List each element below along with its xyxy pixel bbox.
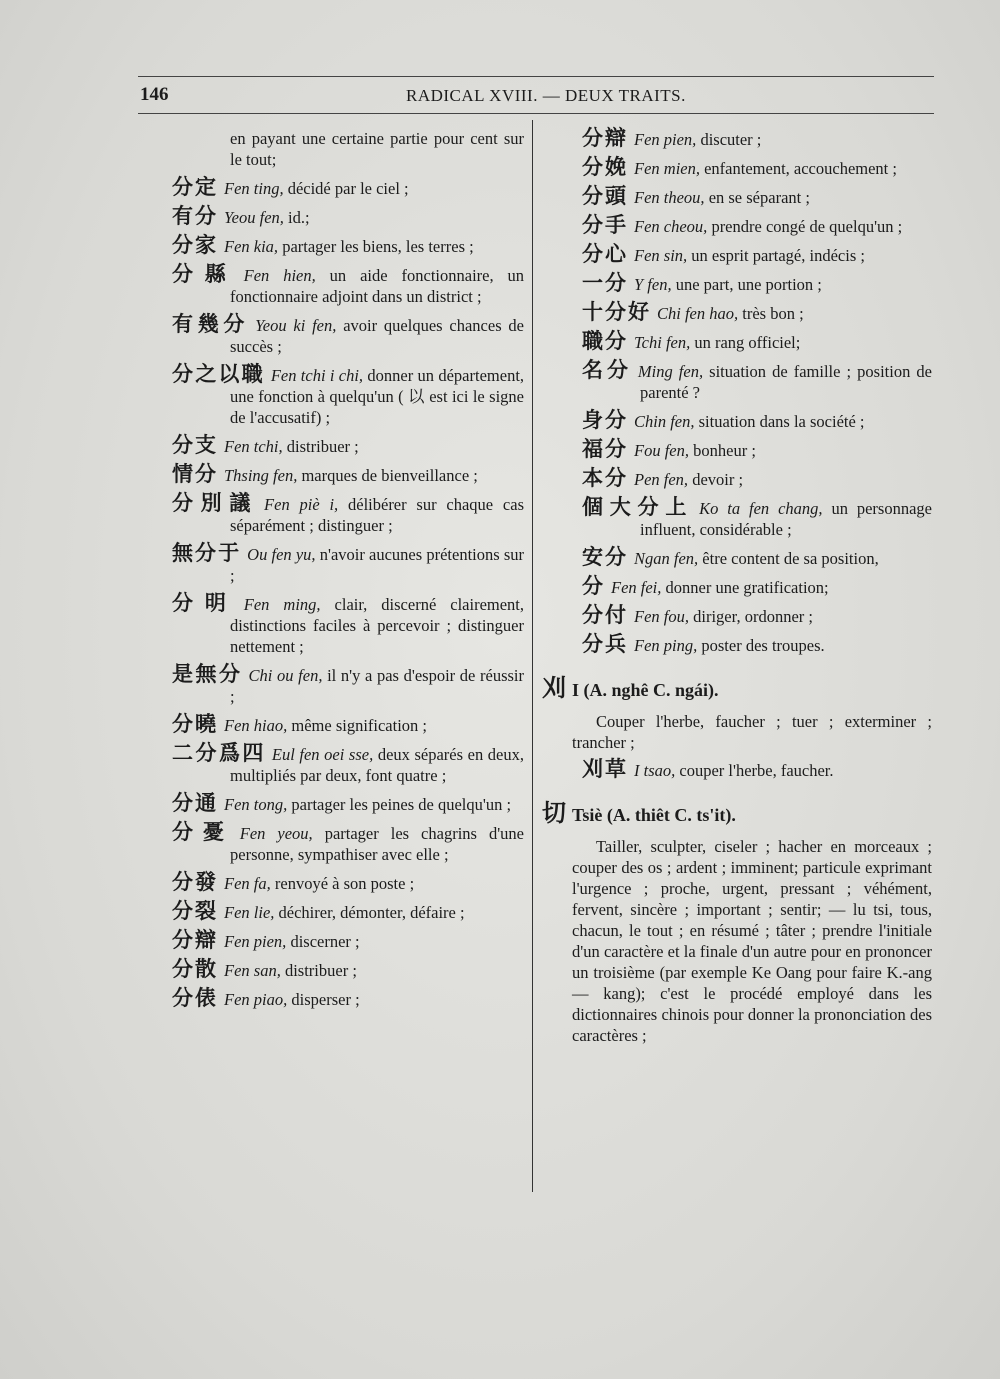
dictionary-entry (172, 493, 524, 536)
entry-definition: discuter ; (700, 130, 762, 149)
entry-characters: 分頭 (582, 184, 628, 208)
entry-characters: 分家 (172, 233, 218, 257)
entry-romanization: Thsing fen, (224, 466, 298, 485)
entry-characters: 情分 (172, 462, 218, 486)
column-divider (532, 120, 533, 1192)
dictionary-entry (582, 244, 932, 266)
entry-romanization: Chi ou fen, (248, 666, 323, 685)
dictionary-entry (582, 468, 932, 490)
entry-characters: 分發 (172, 870, 218, 894)
section-i-sub-text: couper l'herbe, faucher. (679, 761, 834, 780)
dictionary-entry (582, 331, 932, 353)
entry-romanization: Fen ting, (224, 179, 284, 198)
entry-romanization: Pen fen, (634, 470, 689, 489)
entry-characters: 名分 (582, 358, 632, 382)
entry-definition: renvoyé à son poste ; (274, 874, 415, 893)
page-number: 146 (140, 84, 169, 105)
entry-definition: il n'y a pas d'espoir de réussir ; (230, 666, 524, 706)
section-i-subentry (582, 759, 932, 781)
entry-definition: un rang officiel; (694, 333, 801, 352)
section-tsie-definition: Tailler, sculpter, ciseler ; hacher en morceaux ; couper des os ; ardent ; imminent; particule exprimant l'urgence ; proche, urgent, pressant ; véhément, fervent, sincère ; important ; sentir; — lu tsi, tous, chacun, le tout ; en résumé ; tâter ; prendre l'initiale d'un caractère et la finale d'un autre pour en prononcer un troisième (par exemple Ke Oang pour faire K.-ang — kang); c'est le procédé employé dans les dictionnaires chinois pour donner la prononciation des caractères ; (572, 837, 932, 1045)
entry-characters: 分支 (172, 433, 218, 457)
entry-definition: disperser ; (291, 990, 360, 1009)
entry-characters: 分心 (582, 242, 628, 266)
dictionary-entry (582, 605, 932, 627)
entry-romanization: Ko ta fen chang, (699, 499, 823, 518)
dictionary-entry (582, 360, 932, 403)
entry-romanization: Chin fen, (634, 412, 695, 431)
entry-romanization: Ming fen, (637, 362, 704, 381)
entry-characters: 分散 (172, 957, 218, 981)
entry-characters: 分 (582, 574, 605, 598)
entry-characters: 分憂 (172, 820, 234, 844)
entry-characters: 分手 (582, 213, 628, 237)
entry-romanization: Fen lie, (224, 903, 275, 922)
entry-characters: 分明 (172, 591, 238, 615)
entry-definition: une part, une portion ; (675, 275, 822, 294)
entry-definition: très bon ; (742, 304, 804, 323)
entry-characters: 安分 (582, 545, 628, 569)
right-entries (582, 128, 932, 656)
dictionary-entry (582, 634, 932, 656)
entry-romanization: Fen san, (224, 961, 281, 980)
entry-definition: partager les biens, les terres ; (282, 237, 474, 256)
section-i-heading (542, 674, 932, 702)
entry-romanization: Fen tchi i chi, (270, 366, 364, 385)
entry-characters: 分之以職 (172, 362, 265, 386)
entry-romanization: Fen tchi, (224, 437, 283, 456)
section-i-definition: Couper l'herbe, faucher ; tuer ; exterminer ; trancher ; (572, 712, 932, 752)
dictionary-entry (582, 439, 932, 461)
dictionary-entry (582, 186, 932, 208)
entry-romanization: Ngan fen, (634, 549, 699, 568)
entry-characters: 分付 (582, 603, 628, 627)
entry-romanization: Eul fen oei sse, (271, 745, 374, 764)
dictionary-entry (172, 664, 524, 707)
dictionary-entry (172, 206, 524, 228)
entry-definition: id.; (288, 208, 310, 227)
dictionary-entry (172, 930, 524, 952)
entry-characters: 福分 (582, 437, 628, 461)
entry-definition: un aide fonctionnaire, un fonctionnaire adjoint dans un district ; (230, 266, 525, 306)
entry-romanization: Fen tong, (224, 795, 288, 814)
entry-characters: 本分 (582, 466, 628, 490)
entry-romanization: Fen theou, (634, 188, 705, 207)
entry-characters: 分娩 (582, 155, 628, 179)
dictionary-entry (172, 364, 524, 428)
entry-characters: 分辯 (172, 928, 218, 952)
entry-definition: un esprit partagé, indécis ; (691, 246, 865, 265)
entry-definition: marques de bienveillance ; (301, 466, 478, 485)
entry-characters: 無分于 (172, 541, 242, 565)
entry-characters: 個大分上 (582, 495, 694, 519)
entry-definition: bonheur ; (693, 441, 756, 460)
entry-definition: délibérer sur chaque cas séparément ; distinguer ; (230, 495, 524, 535)
right-column (542, 126, 933, 1052)
dictionary-entry (172, 435, 524, 457)
dictionary-entry (172, 235, 524, 257)
entry-romanization: Fen fa, (224, 874, 271, 893)
entry-characters: 分定 (172, 175, 218, 199)
entry-characters: 分通 (172, 791, 218, 815)
dictionary-entry (172, 901, 524, 923)
left-column (172, 128, 524, 1017)
entry-romanization: Fen fou, (634, 607, 689, 626)
page-header (140, 84, 930, 110)
entry-romanization: Fen fei, (611, 578, 662, 597)
entry-definition: en payant une certaine partie pour cent sur le tout; (230, 129, 524, 169)
entry-characters: 一分 (582, 271, 628, 295)
entry-romanization: Fen ming, (243, 595, 321, 614)
entry-romanization: Fen piè i, (264, 495, 339, 514)
dictionary-entry (172, 988, 524, 1010)
entry-definition: clair, discerné clairement, distinctions faciles à percevoir ; distinguer nettement ; (230, 595, 525, 656)
entry-characters: 分辯 (582, 126, 628, 150)
entry-romanization: Fen kia, (224, 237, 279, 256)
header-rule-top (138, 76, 934, 77)
entry-characters: 分裂 (172, 899, 218, 923)
entry-romanization: Fen pien, (634, 130, 697, 149)
dictionary-entry (582, 302, 932, 324)
entry-characters: 有幾分 (172, 312, 250, 336)
section-i-char: 刈 (542, 674, 566, 702)
entry-romanization: Fen pien, (224, 932, 287, 951)
section-tsie-char: 切 (542, 799, 566, 827)
dictionary-entry (582, 410, 932, 432)
entry-romanization: Fou fen, (634, 441, 689, 460)
dictionary-entry (172, 314, 524, 357)
dictionary-entry (172, 593, 524, 657)
entry-characters: 分曉 (172, 712, 218, 736)
dictionary-entry (172, 264, 524, 307)
entry-definition: discerner ; (290, 932, 360, 951)
entry-definition: déchirer, démonter, défaire ; (278, 903, 465, 922)
entry-definition: donner un département, une fonction à quelqu'un ( 以 est ici le signe de l'accusatif) ; (230, 366, 525, 427)
dictionary-entry (172, 177, 524, 199)
dictionary-entry (172, 714, 524, 736)
entry-definition: deux séparés en deux, multipliés par deux, font quatre ; (230, 745, 525, 785)
section-tsie-heading-text: Tsiè (A. thiêt C. ts'it). (572, 805, 736, 825)
entry-romanization: Fen hien, (243, 266, 316, 285)
entry-romanization: Y fen, (634, 275, 672, 294)
entry-definition: avoir quelques chances de succès ; (230, 316, 525, 356)
entry-romanization: Fen piao, (224, 990, 288, 1009)
entry-romanization: Fen cheou, (634, 217, 708, 236)
entry-definition: même signification ; (291, 716, 428, 735)
entry-definition: distribuer ; (284, 961, 357, 980)
dictionary-entry (582, 576, 932, 598)
section-tsie-heading (542, 799, 932, 827)
entry-romanization: Chi fen hao, (657, 304, 739, 323)
entry-characters: 分兵 (582, 632, 628, 656)
dictionary-entry (582, 157, 932, 179)
entry-characters: 分別議 (172, 491, 259, 515)
entry-definition: poster des troupes. (701, 636, 825, 655)
entry-romanization: Fen sin, (634, 246, 688, 265)
dictionary-entry (172, 128, 524, 170)
entry-characters: 二分爲四 (172, 741, 266, 765)
dictionary-entry (172, 872, 524, 894)
entry-characters: 十分好 (582, 300, 651, 324)
entry-definition: être content de sa position, (702, 549, 879, 568)
entry-definition: situation dans la société ; (698, 412, 865, 431)
entry-definition: enfantement, accouchement ; (704, 159, 897, 178)
entry-romanization: Tchi fen, (634, 333, 691, 352)
header-rule-bottom (138, 113, 934, 114)
entry-definition: diriger, ordonner ; (693, 607, 813, 626)
entry-definition: partager les chagrins d'une personne, sympathiser avec elle ; (230, 824, 524, 864)
running-title: RADICAL XVIII. — DEUX TRAITS. (406, 86, 686, 105)
entry-romanization: Fen mien, (634, 159, 700, 178)
dictionary-entry (582, 547, 932, 569)
entry-romanization: Fen yeou, (239, 824, 313, 843)
entry-characters: 有分 (172, 204, 218, 228)
entry-definition: un personnage influent, considérable ; (640, 499, 932, 539)
entry-romanization: Fen ping, (634, 636, 698, 655)
entry-characters: 職分 (582, 329, 628, 353)
entry-definition: partager les peines de quelqu'un ; (291, 795, 512, 814)
entry-definition: distribuer ; (286, 437, 359, 456)
dictionary-entry (172, 959, 524, 981)
dictionary-entry (172, 822, 524, 865)
entry-romanization: Fen hiao, (224, 716, 288, 735)
entry-romanization: Ou fen yu, (247, 545, 316, 564)
dictionary-entry (582, 215, 932, 237)
section-i-heading-text: I (A. nghê C. ngái). (572, 680, 719, 700)
entry-characters: 是無分 (172, 662, 243, 686)
dictionary-entry (582, 128, 932, 150)
entry-definition: situation de famille ; position de parenté ? (640, 362, 933, 402)
entry-definition: donner une gratification; (665, 578, 829, 597)
entry-characters: 身分 (582, 408, 628, 432)
entry-romanization: Yeou fen, (224, 208, 284, 227)
entry-definition: devoir ; (692, 470, 744, 489)
dictionary-entry (172, 543, 524, 586)
entry-romanization: Yeou ki fen, (255, 316, 337, 335)
entry-definition: prendre congé de quelqu'un ; (711, 217, 903, 236)
dictionary-entry (172, 743, 524, 786)
dictionary-entry (582, 497, 932, 540)
entry-definition: décidé par le ciel ; (287, 179, 409, 198)
entry-characters: 分俵 (172, 986, 218, 1010)
entry-definition: en se séparant ; (708, 188, 810, 207)
dictionary-entry (172, 464, 524, 486)
section-i-sub-chars: 刈草 (582, 757, 628, 781)
dictionary-entry (172, 793, 524, 815)
dictionary-entry (582, 273, 932, 295)
entry-definition: n'avoir aucunes prétentions sur ; (230, 545, 525, 585)
entry-characters: 分縣 (172, 262, 238, 286)
section-i-sub-roman: I tsao, (634, 761, 676, 780)
